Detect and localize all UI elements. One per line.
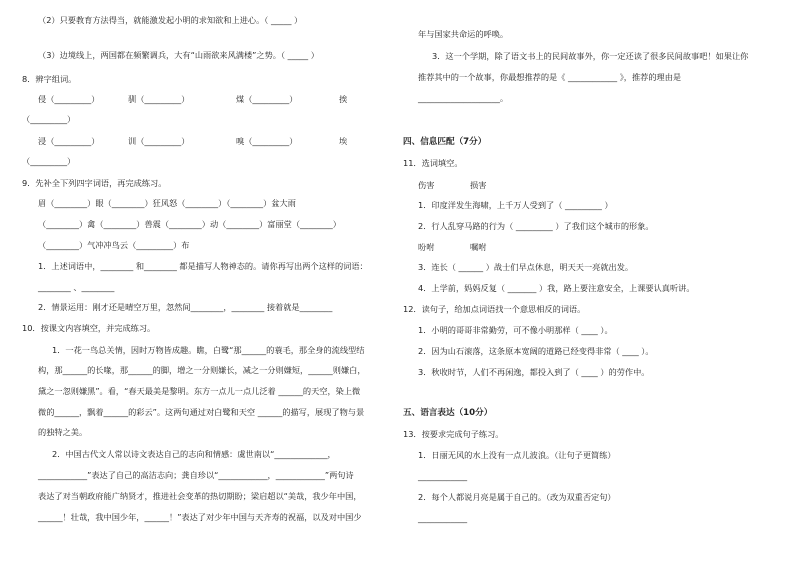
q11-word-c: 吩咐 xyxy=(418,242,435,252)
q10-item-3-line1: 3．这一个学期，除了语文书上的民间故事外，你一定还读了很多民间故事吧！如果让你 xyxy=(432,51,749,61)
q8-title: 8．辨字组词。 xyxy=(22,74,77,84)
q10-para1-line1: 1．一花一鸟总关情，因时万物皆成趣。瞧，白鹭“那______的蓑毛，那全身的流线型结 xyxy=(52,345,365,355)
q12-item-1: 1．小明的哥哥非常勤劳，可不像小明那样（ ____ ）。 xyxy=(418,325,613,335)
section-5-heading: 五、语言表达（10分） xyxy=(403,408,493,418)
q8-word-4-blank: （_________） xyxy=(22,114,76,124)
q10-continuation: 年与国家共命运的呼唤。 xyxy=(418,29,509,39)
q8-word-3: 煤（_________） xyxy=(236,94,298,104)
q10-title: 10．按课文内容填空，并完成练习。 xyxy=(22,323,156,333)
q9-title: 9．先补全下列四字词语，再完成练习。 xyxy=(22,178,167,188)
q9-row-1: 眉（________）眼（________）狂风怒（________）（________）盆大雨 xyxy=(38,198,296,208)
q10-para2-line1: 2．中国古代文人常以诗文表达自己的志向和情感：虞世南以“_____________， xyxy=(52,449,336,459)
q13-item-1: 1．日丽无风的水上没有一点儿波浪。（让句子更简练） xyxy=(418,450,616,460)
q9-row-3: （________）气冲冲鸟云（_________）布 xyxy=(38,240,190,250)
q12-item-2: 2．因为山石滚落，这条原本宽阔的道路已经变得非常（ ____ ）。 xyxy=(418,346,654,356)
q10-item-3-line2: 推荐其中的一个故事，你最想推荐的是《 ____________ 》，推荐的理由是 xyxy=(418,72,682,82)
q8-word-8-blank: （_________） xyxy=(22,156,76,166)
q8-word-4: 挨 xyxy=(339,94,348,104)
q11-item-1: 1．印度洋发生海啸，上千万人受到了（ _________ ） xyxy=(418,200,613,210)
q8-word-2: 驯（_________） xyxy=(128,94,190,104)
section-4-heading: 四、信息匹配（7分） xyxy=(403,137,487,147)
q11-item-2: 2．行人乱穿马路的行为（ _________ ）了我们这个城市的形象。 xyxy=(418,221,654,231)
q10-para1-line4: 微的______，飘着______的彩云”。这两句通过对白鹭和天空 ______的描写，展现了物与景 xyxy=(38,407,365,417)
q8-word-7: 嗅（_________） xyxy=(236,136,298,146)
q13-item-2: 2．每个人都说月亮是属于自己的。（改为双重否定句） xyxy=(418,492,616,502)
q10-para1-line2: 构，那______的长喙，那______的脚，增之一分则嫌长，减之一分则嫌短，______则嫌白， xyxy=(38,365,366,375)
q12-item-3: 3．秋收时节，人们不再闲逸，都投入到了（ ____ ）的劳作中。 xyxy=(418,367,650,377)
q11-title: 11．选词填空。 xyxy=(403,158,463,168)
q7-item-3: （3）边境线上，两国都在频繁调兵，大有“山雨欲来风满楼”之势。（ _____ ） xyxy=(38,50,319,60)
q8-word-1: 侵（_________） xyxy=(38,94,100,104)
q8-word-5: 浸（_________） xyxy=(38,136,100,146)
q11-word-a: 伤害 xyxy=(418,180,435,190)
q10-para2-line3: 表达了对当朝政府能广纳贤才，推进社会变革的热切期盼；梁启超以“美哉，我少年中国， xyxy=(38,491,362,501)
q10-para2-line2: ____________”表达了自己的高洁志向；龚自珍以“____________，____________”两句诗 xyxy=(38,470,354,480)
q13-title: 13．按要求完成句子练习。 xyxy=(403,429,504,439)
q11-word-b: 损害 xyxy=(470,180,487,190)
q9-row-2: （________）禽（________）兽震（________）动（________）富丽堂（________） xyxy=(38,219,341,229)
q9-exercise-1-blanks: ________ 、________ xyxy=(38,282,115,292)
q12-title: 12．读句子，给加点词语找一个意思相反的词语。 xyxy=(403,304,586,314)
q9-exercise-1: 1．上述词语中，________ 和________ 都是描写人物神态的。请你再写出两个这样的词语： xyxy=(38,261,368,271)
q10-para2-line4: ______！壮哉，我中国少年，______！”表达了对少年中国与天齐寿的祝福，以及对中国少 xyxy=(38,512,362,522)
q10-item-3-line3: ____________________。 xyxy=(418,93,509,103)
q13-item-1-answer-line: ____________ xyxy=(418,471,468,481)
q8-word-6: 训（_________） xyxy=(128,136,190,146)
q8-word-8: 埃 xyxy=(339,136,348,146)
q11-item-3: 3．连长（ ______ ）战士们早点休息，明天天一亮就出发。 xyxy=(418,262,634,272)
q10-para1-line3: 黛之一忽则嫌黑”。看，“春天最美是黎明。东方一点儿一点儿泛着 ______的天空，染上微 xyxy=(38,386,361,396)
q7-item-2: （2）只要教育方法得当，就能激发起小明的求知欲和上进心。（ _____ ） xyxy=(38,15,303,25)
q10-para1-line5: 的独特之美。 xyxy=(38,427,88,437)
q13-item-2-answer-line: ____________ xyxy=(418,513,468,523)
q11-item-4: 4．上学前，妈妈反复（ _______ ）我，路上要注意安全，上课要认真听讲。 xyxy=(418,283,695,293)
q9-exercise-2: 2．情景运用：刚才还是晴空万里，忽然间________，________ 接着就是________ xyxy=(38,302,333,312)
q11-word-d: 嘱咐 xyxy=(470,242,487,252)
